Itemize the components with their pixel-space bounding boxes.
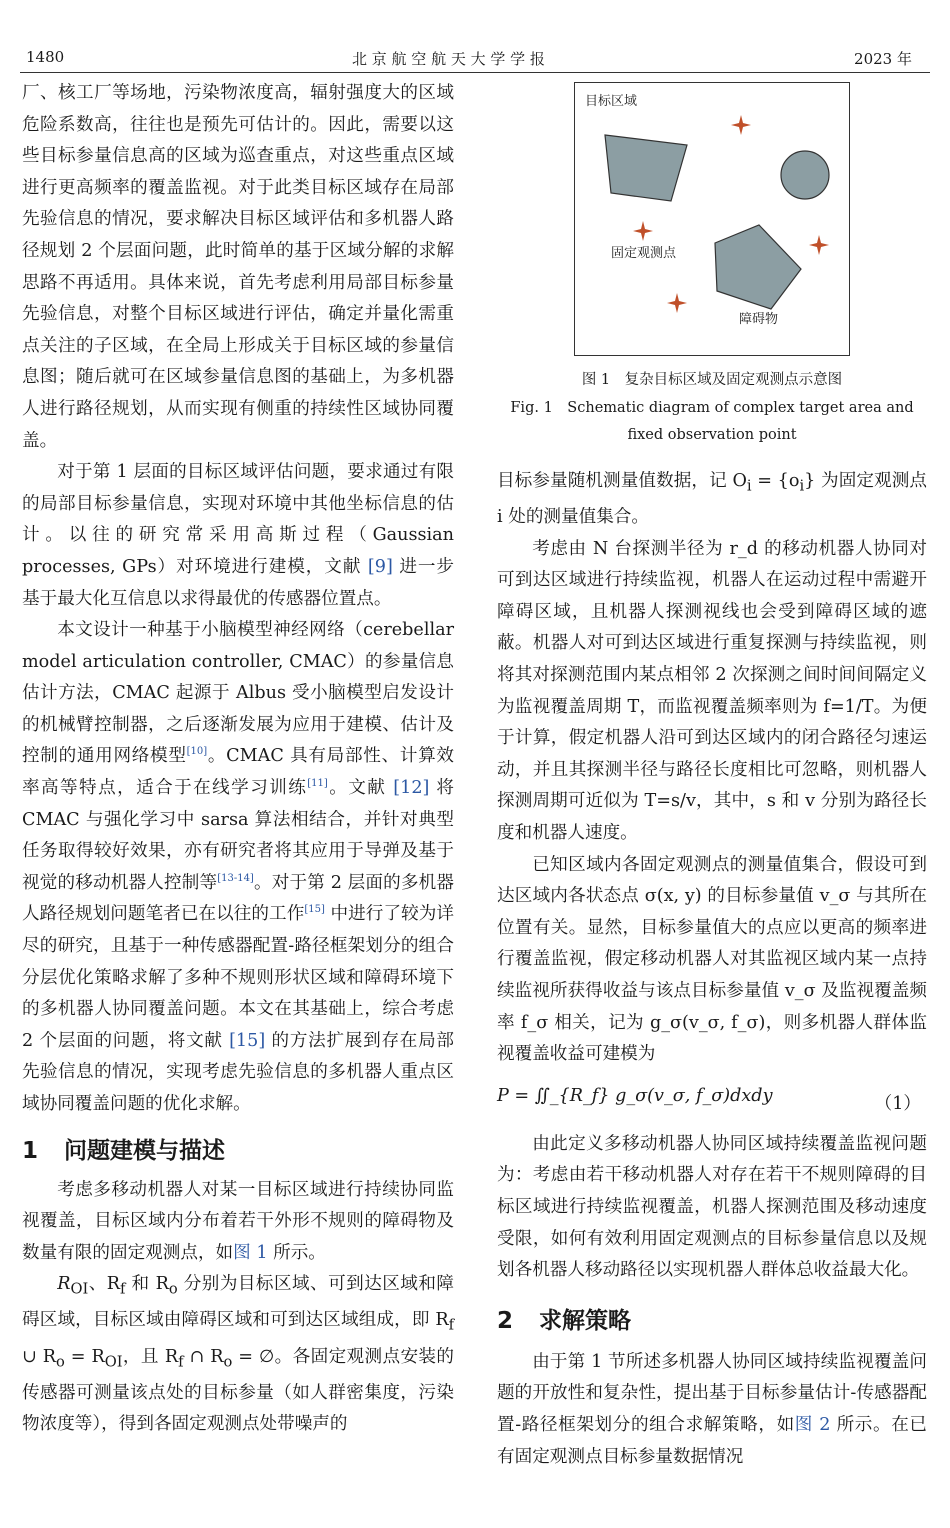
paragraph: 由此定义多移动机器人协同区域持续覆盖监视问题为：考虑由若干移动机器人对存在若干不规则障碍的目标区域进行持续监视覆盖，机器人探测范围及移动速度受限，如何有效利用固定观测点的目标参量信息以及规划各机器人移动路径以实现机器人群体总收益最大化。 — [497, 1133, 927, 1281]
observation-point-icon — [667, 293, 687, 313]
equation-1 — [497, 1081, 927, 1129]
citation-link[interactable]: [12] — [393, 778, 430, 799]
paragraph: 已知区域内各固定观测点的测量值集合，假设可到达区域内各状态点 σ(x, y) 的目标参量值 v_σ 与其所在位置有关。显然，目标参量值大的点应以更高的频率进行覆盖监视，假定移动机器人对其监视区域内某一点持续监视所获得收益与该点目标参量值 v_σ 及监视覆盖频率 f_σ 相关，记为 g_σ(v_σ, f_σ)，则多机器人群体监视覆盖收益可建模为 — [497, 854, 927, 1065]
figure-link[interactable]: 图 2 — [794, 1414, 831, 1435]
header-rule — [20, 72, 930, 73]
equation-number: （1） — [874, 1093, 921, 1114]
page-number: 1480 — [26, 48, 65, 66]
paragraph: 由于第 1 节所述多机器人协同区域持续监视覆盖问题的开放性和复杂性，提出基于目标参量估计-传感器配置-路径框架划分的组合求解策略，如图 2 所示。在已有固定观测点目标参量数据情况 — [497, 1351, 928, 1467]
observation-point-icon — [633, 221, 653, 241]
left-column — [22, 78, 454, 1441]
figure-caption-cn: 图 1 复杂目标区域及固定观测点示意图 — [581, 372, 843, 388]
figure-link[interactable]: 图 1 — [233, 1242, 268, 1263]
figure-diagram — [575, 83, 849, 355]
figure-caption-en: Fig. 1 Schematic diagram of complex target area and — [510, 400, 914, 416]
paragraph: 考虑多移动机器人对某一目标区域进行持续协同监视覆盖，目标区域内分布着若干外形不规则的障碍物及数量有限的固定观测点，如图 1 所示。 — [22, 1179, 454, 1263]
citation-link[interactable]: [13-14] — [217, 872, 254, 884]
paragraph: 本文设计一种基于小脑模型神经网络（cerebellar model articulation controller, CMAC）的参量信息估计方法，CMAC 起源于 Albus 受小脑模型启发设计的机械臂控制器，之后逐渐发展为应用于建模、估计及控制的通用网络模型[10]。CMAC 具有局部性、计算效率高等特点，适合于在线学习训练[11]。文献 [12] 将 CMAC 与强化学习中 sarsa 算法相结合，并针对典型任务取得较好效果，亦有研究者将其应用于导弹及基于视觉的移动机器人控制等[13-14]。对于第 2 层面的多机器人路径规划问题笔者已在以往的工作[15] 中进行了较为详尽的研究，且基于一种传感器配置-路径框架划分的组合分层优化策略求解了多种不规则形状区域和障碍环境下的多机器人协同覆盖问题。本文在其基础上，综合考虑 2 个层面的问题，将文献 [15] 的方法扩展到存在局部先验信息的情况，实现考虑先验信息的多机器人重点区域协同覆盖问题的优化求解。 — [22, 620, 454, 1114]
right-column — [497, 466, 927, 1473]
section-heading: 1 问题建模与描述 — [22, 1137, 225, 1164]
paragraph: 对于第 1 层面的目标区域评估问题，要求通过有限的局部目标参量信息，实现对环境中其他坐标信息的估计。以往的研究常采用高斯过程（Gaussian processes, GPs）对环境进行建模，文献 [9] 进一步基于最大化互信息以求得最优的传感器位置点。 — [22, 462, 454, 609]
obstacle-quad — [605, 135, 687, 201]
obstacle-label: 障碍物 — [739, 312, 779, 327]
citation-link[interactable]: [15] — [304, 904, 325, 916]
observation-point-label: 固定观测点 — [611, 246, 677, 261]
year-label: 2023 年 — [854, 50, 912, 68]
observation-point-icon — [731, 115, 751, 135]
citation-link[interactable]: [9] — [367, 556, 393, 577]
paragraph: 厂、核工厂等场地，污染物浓度高，辐射强度大的区域危险系数高，往往也是预先可估计的。因此，需要以这些目标参量信息高的区域为巡查重点，对这些重点区域进行更高频率的覆盖监视。对于此类目标区域存在局部先验信息的情况，要求解决目标区域评估和多机器人路径规划 2 个层面问题，此时简单的基于区域分解的求解思路不再适用。具体来说，首先考虑利用局部目标参量先验信息，对整个目标区域进行评估，确定并量化需重点关注的子区域，在全局上形成关于目标区域的参量信息图；随后就可在区域参量信息图的基础上，为多机器人进行路径规划，从而实现有侧重的持续性区域协同覆盖。 — [22, 83, 454, 451]
figure-caption-en: fixed observation point — [627, 427, 797, 443]
paragraph: 目标参量随机测量值数据，记 $O_i = \{o_i\}$ 为固定观测点 i 处的测量值集合。 — [497, 471, 927, 528]
obstacle-pentagon — [715, 225, 801, 309]
citation-link[interactable]: [10] — [186, 746, 208, 758]
section-heading: 2 求解策略 — [497, 1307, 631, 1334]
citation-link[interactable]: [11] — [307, 778, 328, 790]
paragraph: $R_{OI}$、$R_f$ 和 $R_o$ 分别为目标区域、可到达区域和障碍区域，目标区域由障碍区域和可到达区域组成，即 $R_f$ ∪ $R_o = R_{OI}$，且 $R_f$ ∩ $R_o$ = ∅。各固定观测点安装的传感器可测量该点处的目标参量（如人群密集度，污染物浓度等），得到各固定观测点处带噪声的 — [22, 1274, 454, 1435]
observation-point-icon — [809, 235, 829, 255]
paragraph: 考虑由 N 台探测半径为 r_d 的移动机器人协同对可到达区域进行持续监视，机器人在运动过程中需避开障碍区域，且机器人探测视线也会受到障碍区域的遮蔽。机器人对可到达区域进行重复探测与持续监视，则将其对探测范围内某点相邻 2 次探测之间时间间隔定义为监视覆盖周期 T，而监视覆盖频率则为 f=1/T。为便于计算，假定机器人沿可到达区域内的闭合路径匀速运动，并且其探测半径与路径长度相比可忽略，则机器人探测周期可近似为 T=s/v，其中，s 和 v 分别为路径长度和机器人速度。 — [497, 538, 927, 844]
figure-1 — [574, 82, 850, 356]
citation-link[interactable]: [15] — [229, 1030, 266, 1051]
journal-name: 北 京 航 空 航 天 大 学 学 报 — [352, 50, 545, 68]
obstacle-circle — [781, 151, 829, 199]
target-area-label: 目标区域 — [585, 94, 638, 109]
equation-body: P = ∬_{R_f} g_σ(v_σ, f_σ)dxdy — [497, 1085, 773, 1106]
